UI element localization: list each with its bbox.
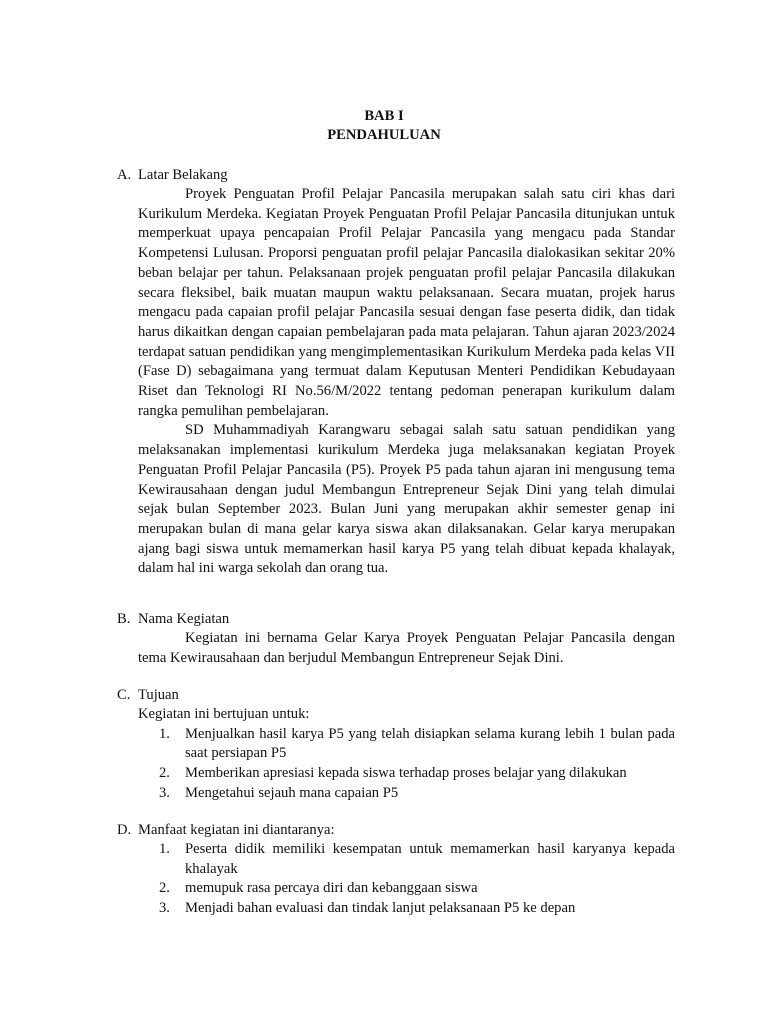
list-text: Mengetahui sejauh mana capaian P5 (185, 784, 399, 801)
section-letter: A. (117, 167, 132, 183)
section-body (138, 705, 675, 804)
list-intro: Kegiatan ini bertujuan untuk: (138, 706, 310, 722)
numbered-list (138, 725, 675, 804)
section-letter: B. (117, 611, 131, 627)
list-item (138, 764, 675, 784)
section-body (138, 185, 675, 579)
section-manfaat (117, 820, 677, 919)
list-number: 1. (159, 725, 170, 742)
section-title: Manfaat kegiatan ini diantaranya: (138, 822, 335, 838)
list-item (138, 784, 675, 804)
section-latar-belakang (117, 165, 677, 579)
list-number: 2. (159, 765, 170, 782)
list-text: memupuk rasa percaya diri dan kebanggaan siswa (185, 880, 478, 897)
section-heading (117, 685, 677, 705)
list-item (138, 840, 675, 879)
list-number: 2. (159, 880, 170, 897)
list-text: Menjualkan hasil karya P5 yang telah disiapkan selama kurang lebih 1 bulan pada saat persiapan P5 (185, 725, 675, 762)
section-nama-kegiatan (117, 609, 677, 668)
list-item (138, 879, 675, 899)
list-text: Memberikan apresiasi kepada siswa terhadap proses belajar yang dilakukan (185, 765, 627, 782)
chapter-number: BAB I (364, 108, 404, 124)
paragraph: Proyek Penguatan Profil Pelajar Pancasila merupakan salah satu ciri khas dari Kurikulum Merdeka. Kegiatan Proyek Penguatan Profil Pelajar Pancasila ditunjukan untuk memperkuat upaya pencapaian Profil Pelajar Pancasila yang mengacu pada Standar Kompetensi Lulusan. Proporsi penguatan profil pelajar Pancasila dialokasikan sekitar 20% beban belajar per tahun. Pelaksanaan projek penguatan profil pelajar Pancasila dilakukan secara fleksibel, baik muatan maupun waktu pelaksanaan. Secara muatan, projek harus mengacu pada capaian profil pelajar Pancasila sesuai dengan fase peserta didik, dan tidak harus dikaitkan dengan capaian pembelajaran pada mata pelajaran. Tahun ajaran 2023/2024 terdapat satuan pendidikan yang mengimplementasikan Kurikulum Merdeka pada kelas VII (Fase D) sebagaimana yang termuat dalam Keputusan Menteri Pendidikan Kebudayaan Riset dan Teknologi RI No.56/M/2022 tentang pedoman penerapan kurikulum dalam rangka pemulihan pembelajaran. (138, 186, 675, 419)
section-letter: D. (117, 822, 132, 838)
section-title: Tujuan (138, 687, 179, 703)
section-body (138, 629, 675, 668)
section-tujuan (117, 685, 677, 804)
list-number: 3. (159, 784, 170, 801)
list-number: 1. (159, 841, 170, 857)
section-letter: C. (117, 687, 131, 703)
section-title: Nama Kegiatan (138, 611, 230, 627)
list-item (138, 725, 675, 764)
section-heading (117, 165, 677, 185)
numbered-list (138, 840, 675, 919)
paragraph: Kegiatan ini bernama Gelar Karya Proyek Penguatan Pelajar Pancasila dengan tema Kewirausahaan dan berjudul Membangun Entrepreneur Sejak Dini. (138, 630, 675, 666)
list-text: Peserta didik memiliki kesempatan untuk memamerkan hasil karyanya kepada khalayak (185, 841, 675, 877)
section-heading (117, 820, 677, 840)
section-title: Latar Belakang (138, 167, 228, 183)
paragraph: SD Muhammadiyah Karangwaru sebagai salah satu satuan pendidikan yang melaksanakan implementasi kurikulum Merdeka juga melaksanakan kegiatan Proyek Penguatan Profil Pelajar Pancasila (P5). Proyek P5 pada tahun ajaran ini mengusung tema Kewirausahaan dengan judul Membangun Entrepreneur Sejak Dini yang telah dimulai sejak bulan September 2023. Bulan Juni yang merupakan akhir semester genap ini merupakan bulan di mana gelar karya siswa akan dilaksanakan. Gelar karya merupakan ajang bagi siswa untuk memamerkan hasil karya P5 yang telah dibuat kepada khalayak, dalam hal ini warga sekolah dan orang tua. (138, 422, 675, 577)
chapter-title: PENDAHULUAN (327, 127, 441, 143)
list-item (138, 899, 675, 919)
section-heading (117, 609, 677, 629)
list-number: 3. (159, 900, 170, 917)
list-text: Menjadi bahan evaluasi dan tindak lanjut pelaksanaan P5 ke depan (185, 900, 576, 917)
